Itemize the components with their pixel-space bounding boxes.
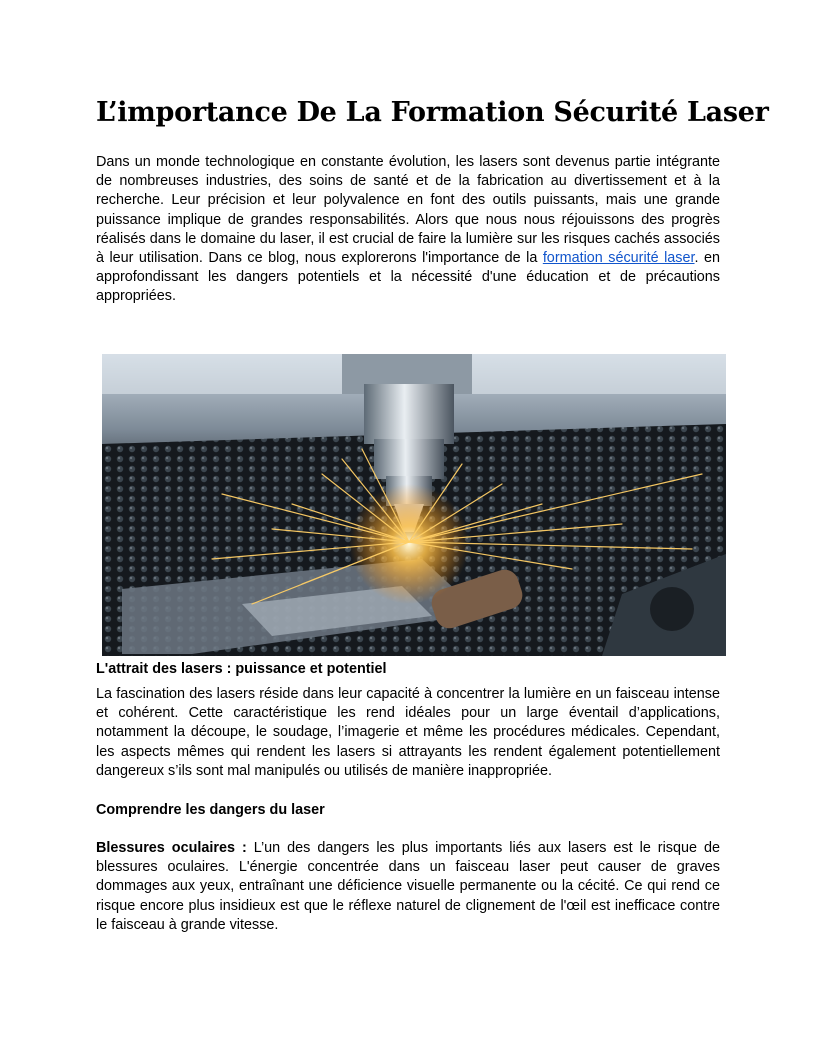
- section-dangers-paragraph: [96, 839, 720, 935]
- intro-text-before-link: Dans un monde technologique en constante évolution, les lasers sont devenus partie intégrante de nombreuses industries, des soins de santé et de la fabrication au divertissement et à la recherche. Leur précision et leur polyvalence en font des outils puissants, mais une grande puissance implique de grandes responsabilités. Alors que nous nous réjouissons des progrès réalisés dans le domaine du laser, il est crucial de faire la lumière sur les risques cachés associés à leur utilisation. Dans ce blog, nous explorerons l'importance de la: [96, 154, 720, 267]
- laser-cutting-image: [102, 354, 726, 656]
- formation-securite-laser-link[interactable]: formation sécurité laser: [542, 250, 695, 267]
- section-heading-attrait: L'attrait des lasers : puissance et potentiel: [96, 661, 387, 677]
- page-title: L’importance De La Formation Sécurité Laser: [96, 97, 769, 128]
- intro-text-after-link: . en approfondissant les dangers potentiels et la nécessité d'une éducation et de précautions appropriées.: [96, 250, 720, 305]
- blessures-oculaires-text: L’un des dangers les plus importants liés aux lasers est le risque de blessures oculaires. L'énergie concentrée dans un faisceau laser peut causer de graves dommages aux yeux, entraînant une déficience visuelle permanente ou la cécité. Ce qui rend ce risque encore plus insidieux est que le réflexe naturel de clignement de l'œil est inefficace contre le faisceau à grande vitesse.: [96, 840, 720, 933]
- section-heading-dangers: Comprendre les dangers du laser: [96, 802, 325, 818]
- section-attrait-paragraph: La fascination des lasers réside dans leur capacité à concentrer la lumière en un faisceau intense et cohérent. Cette caractéristique les rend idéales pour un large éventail d’applications, notamment la découpe, le soudage, l’imagerie et même les procédures médicales. Cependant, les aspects mêmes qui rendent les lasers si attrayants les rendent également potentiellement dangereux s’ils sont mal manipulés ou utilisés de manière inappropriée.: [96, 686, 720, 779]
- blessures-oculaires-label: Blessures oculaires :: [96, 840, 247, 856]
- intro-paragraph: [96, 153, 720, 307]
